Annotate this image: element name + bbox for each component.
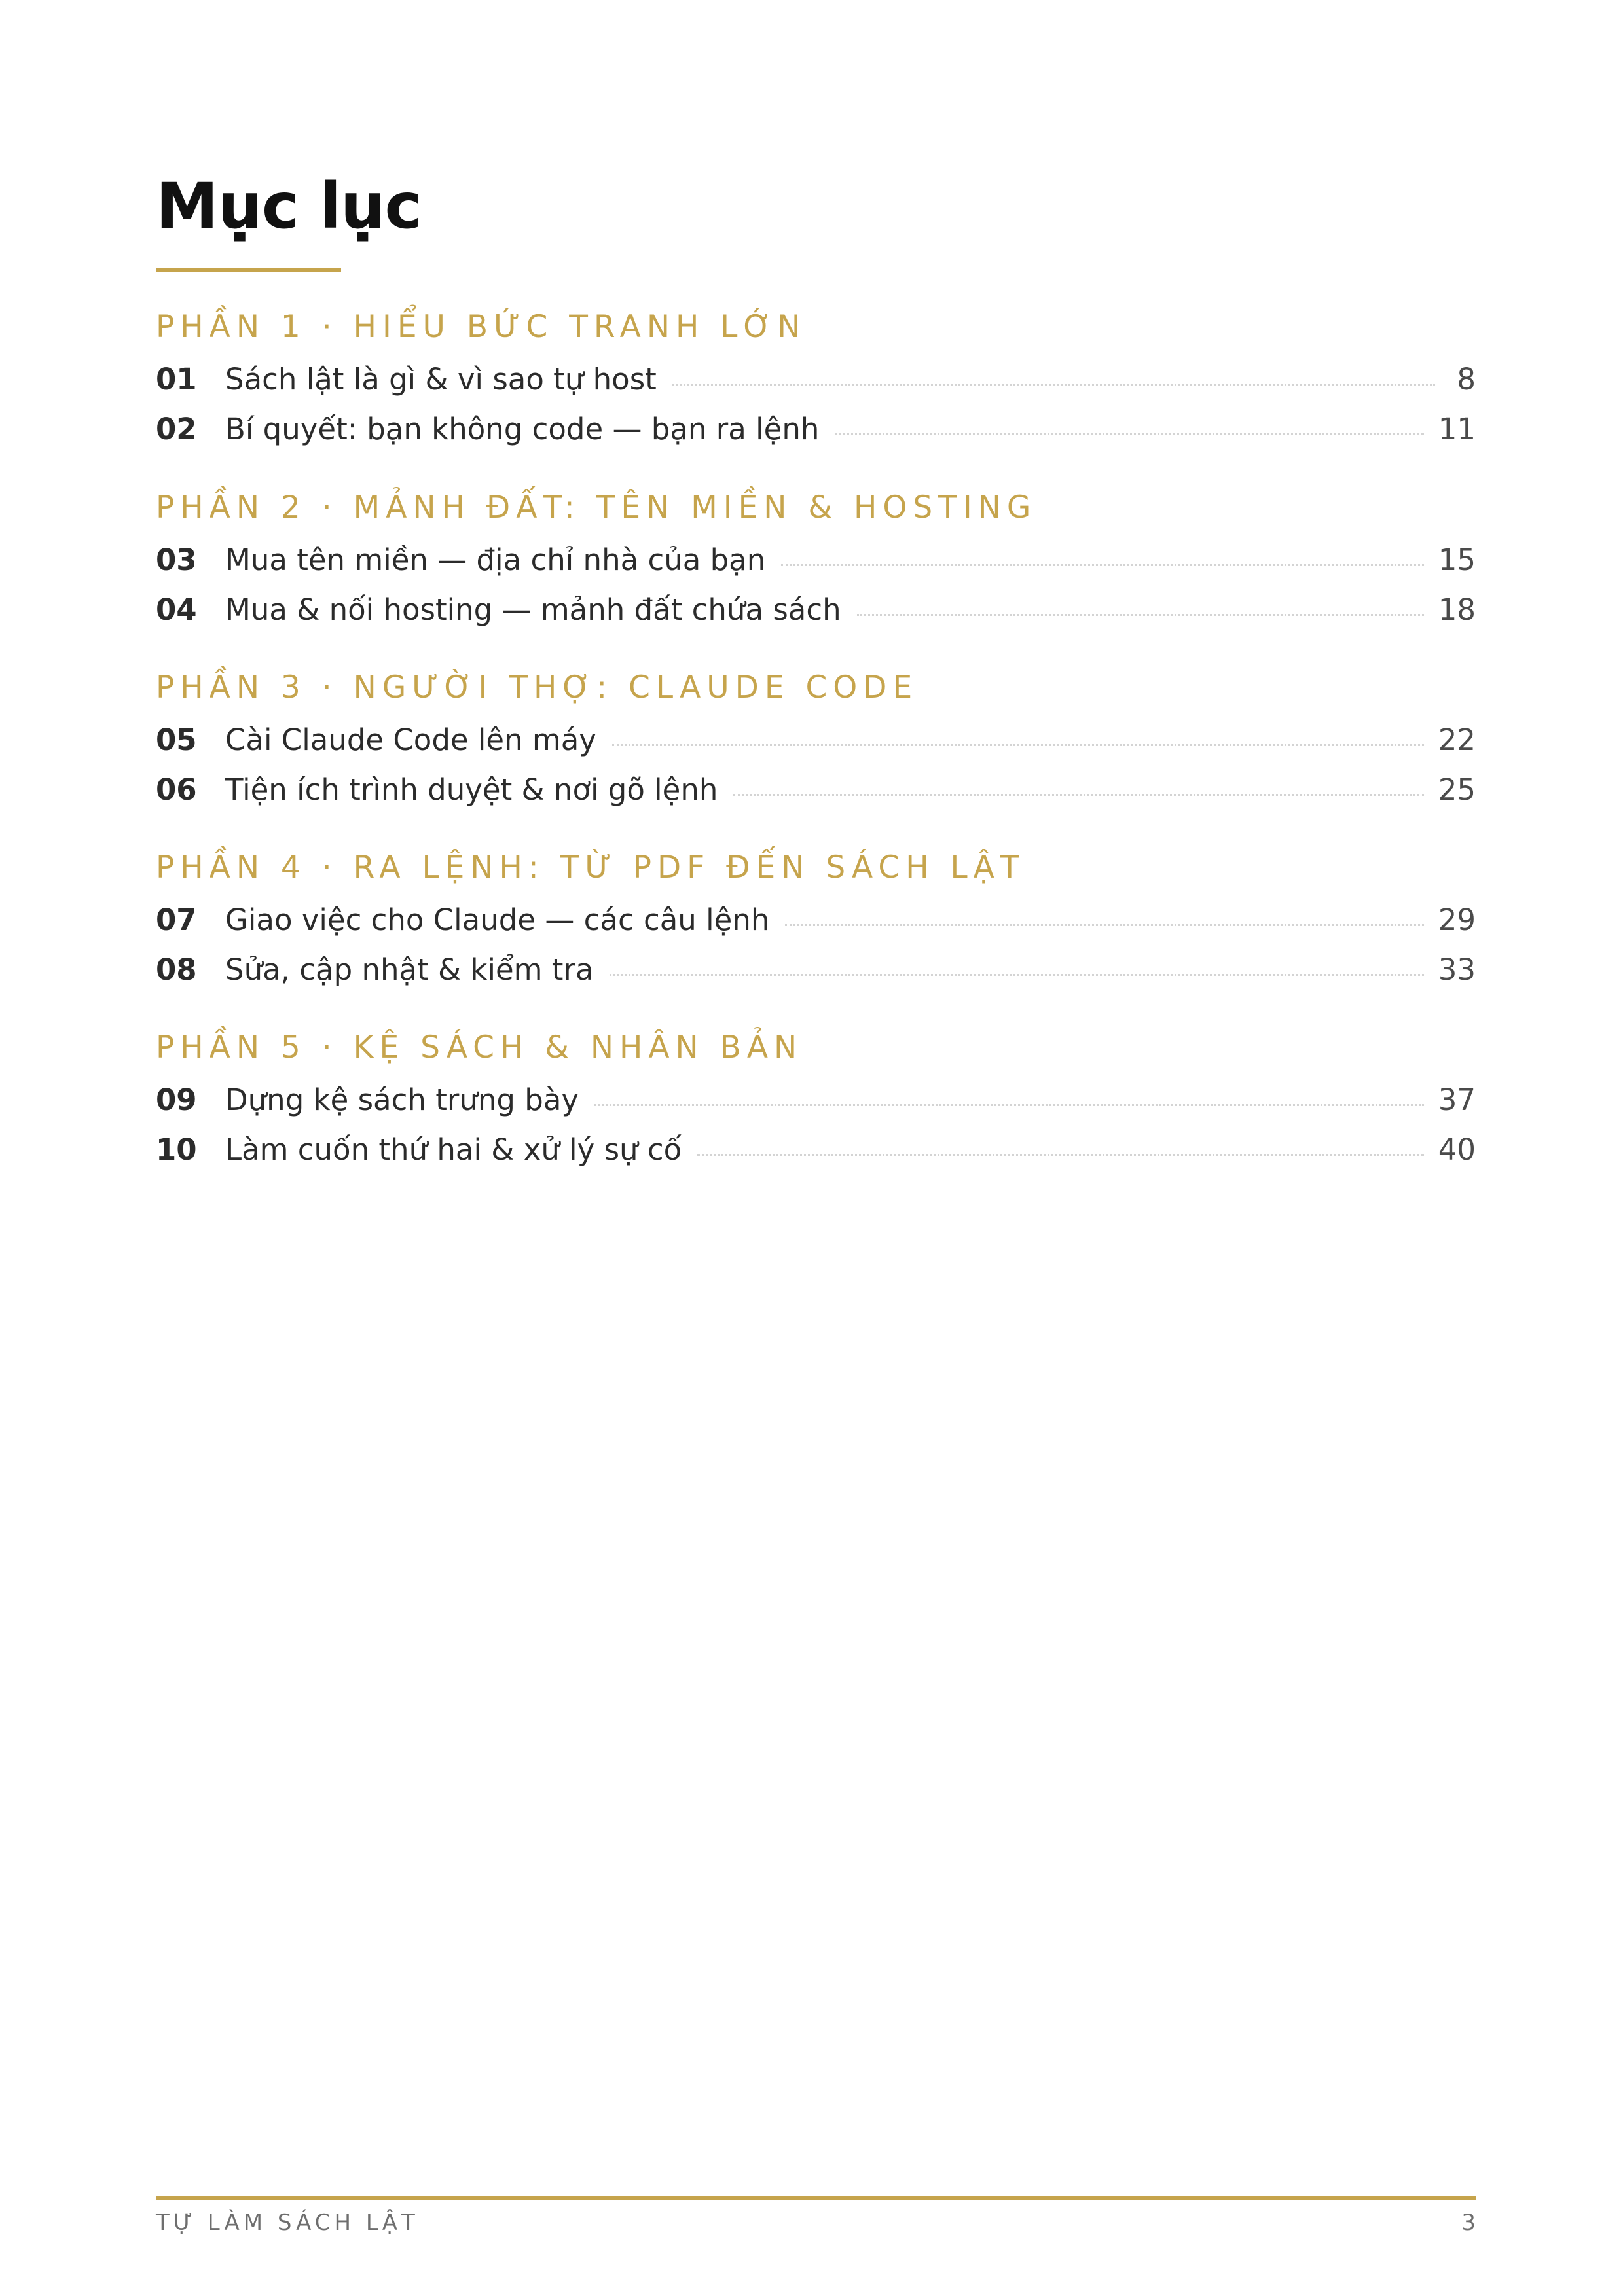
- dot-leader: [672, 384, 1435, 386]
- part-heading: PHẦN 5 · KỆ SÁCH & NHÂN BẢN: [156, 1030, 803, 1066]
- dot-leader: [594, 1104, 1424, 1106]
- toc-part-2: [156, 488, 1476, 635]
- entry-number: 08: [156, 952, 197, 987]
- entry-title: Mua & nối hosting — mảnh đất chứa sách: [225, 592, 841, 627]
- toc-entry[interactable]: [156, 535, 1476, 585]
- toc-entry[interactable]: [156, 585, 1476, 635]
- dot-leader: [697, 1154, 1424, 1156]
- entry-number: 04: [156, 592, 197, 627]
- toc-entry[interactable]: [156, 404, 1476, 454]
- toc-entry[interactable]: [156, 765, 1476, 815]
- entry-title: Sửa, cập nhật & kiểm tra: [225, 952, 594, 987]
- entry-title: Tiện ích trình duyệt & nơi gõ lệnh: [225, 772, 718, 807]
- entry-number: 09: [156, 1083, 197, 1117]
- toc-entry[interactable]: [156, 1125, 1476, 1175]
- entry-number: 01: [156, 362, 197, 397]
- entry-page-number: 11: [1438, 412, 1476, 446]
- entry-page-number: 33: [1438, 952, 1476, 987]
- entry-number: 05: [156, 723, 197, 757]
- toc-entry[interactable]: [156, 1075, 1476, 1125]
- toc-entry[interactable]: [156, 355, 1476, 404]
- toc-part-5: [156, 1028, 1476, 1175]
- entry-page-number: 29: [1438, 903, 1476, 937]
- footer-book-title: TỰ LÀM SÁCH LẬT: [156, 2210, 419, 2236]
- dot-leader: [857, 614, 1424, 616]
- entry-number: 07: [156, 903, 197, 937]
- title-underline: [156, 268, 341, 272]
- entry-title: Sách lật là gì & vì sao tự host: [225, 362, 657, 397]
- part-heading: PHẦN 4 · RA LỆNH: TỪ PDF ĐẾN SÁCH LẬT: [156, 850, 1025, 886]
- entry-page-number: 37: [1438, 1083, 1476, 1117]
- entry-page-number: 22: [1438, 723, 1476, 757]
- entry-title: Mua tên miền — địa chỉ nhà của bạn: [225, 543, 766, 577]
- entry-title: Giao việc cho Claude — các câu lệnh: [225, 903, 770, 937]
- entry-page-number: 15: [1438, 543, 1476, 577]
- entry-title: Cài Claude Code lên máy: [225, 723, 596, 757]
- toc-entry[interactable]: [156, 945, 1476, 995]
- entry-page-number: 25: [1438, 772, 1476, 807]
- toc-part-3: [156, 668, 1476, 815]
- footer-page-number: 3: [1461, 2210, 1476, 2236]
- entry-number: 02: [156, 412, 197, 446]
- entry-number: 06: [156, 772, 197, 807]
- part-heading: PHẦN 3 · NGƯỜI THỢ: CLAUDE CODE: [156, 670, 919, 706]
- dot-leader: [610, 974, 1424, 976]
- footer-rule: [156, 2196, 1476, 2200]
- dot-leader: [612, 744, 1424, 746]
- entry-number: 10: [156, 1132, 197, 1167]
- dot-leader: [733, 794, 1423, 796]
- entry-page-number: 18: [1438, 592, 1476, 627]
- dot-leader: [835, 433, 1423, 435]
- entry-page-number: 8: [1457, 362, 1476, 397]
- toc-part-1: [156, 308, 1476, 454]
- part-heading: PHẦN 2 · MẢNH ĐẤT: TÊN MIỀN & HOSTING: [156, 490, 1037, 526]
- toc-entry[interactable]: [156, 895, 1476, 945]
- dot-leader: [781, 564, 1423, 566]
- part-heading: PHẦN 1 · HIỂU BỨC TRANH LỚN: [156, 309, 807, 345]
- toc-entry[interactable]: [156, 715, 1476, 765]
- dot-leader: [785, 924, 1423, 926]
- entry-title: Bí quyết: bạn không code — bạn ra lệnh: [225, 412, 820, 446]
- entry-title: Làm cuốn thứ hai & xử lý sự cố: [225, 1132, 682, 1167]
- entry-title: Dựng kệ sách trưng bày: [225, 1083, 579, 1117]
- page-title: Mục lục: [156, 170, 422, 243]
- entry-number: 03: [156, 543, 197, 577]
- entry-page-number: 40: [1438, 1132, 1476, 1167]
- toc-part-4: [156, 848, 1476, 995]
